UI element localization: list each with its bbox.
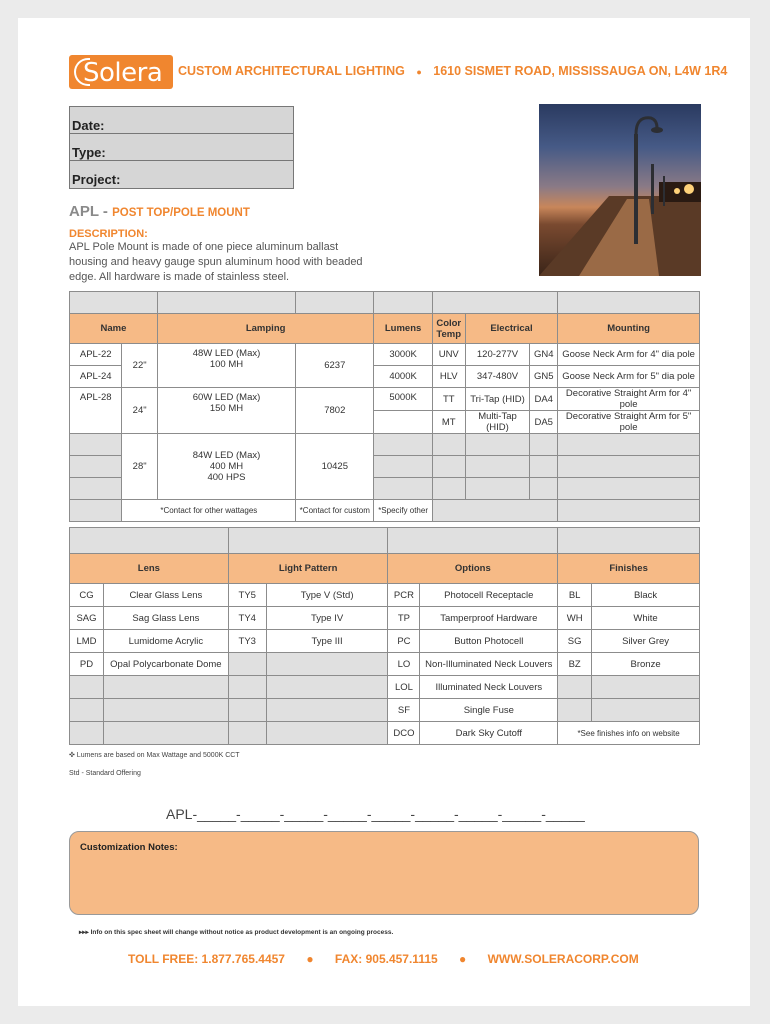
table-cell: White [592, 607, 700, 630]
table-cell: SF [388, 699, 420, 722]
header-tagline: CUSTOM ARCHITECTURAL LIGHTING [178, 64, 405, 78]
table-cell: 5000K [374, 388, 432, 411]
table-cell: 4000K [374, 366, 432, 388]
table-cell: 120-277V [465, 344, 530, 366]
table-cell: SAG [70, 607, 104, 630]
table-cell: PD [70, 653, 104, 676]
type-field[interactable] [70, 134, 293, 161]
order-code-template: APL-_____-_____-_____-_____-_____-_____-_____-_____-_____ [166, 806, 585, 822]
contact-bar [128, 952, 639, 966]
separator-dot: ● [306, 952, 314, 966]
table-cell: 7802 [296, 388, 374, 434]
col-header-light-pattern: Light Pattern [228, 554, 388, 584]
table-cell: 24" [122, 388, 157, 434]
table-cell: MT [432, 411, 465, 434]
table-cell: APL-28 [70, 388, 122, 434]
table-cell: LOL [388, 676, 420, 699]
table-cell: Photocell Receptacle [420, 584, 558, 607]
table-cell: LMD [70, 630, 104, 653]
color-temp-note: *Specify other [374, 500, 432, 522]
boardwalk-lamp-image [539, 104, 701, 276]
table-cell: TY5 [228, 584, 266, 607]
separator-dot: ● [459, 952, 467, 966]
table-cell: 22" [122, 344, 157, 388]
table-cell: TY3 [228, 630, 266, 653]
table-cell: Type V (Std) [266, 584, 388, 607]
type-label: Type: [72, 145, 106, 160]
table-cell: BL [558, 584, 592, 607]
lumens-note: *Contact for custom [296, 500, 374, 522]
table-cell: Type III [266, 630, 388, 653]
table-cell: Decorative Straight Arm for 4" pole [558, 388, 700, 411]
col-header-mounting: Mounting [558, 314, 700, 344]
customization-notes-box[interactable] [69, 831, 699, 915]
table-cell: 3000K [374, 344, 432, 366]
lamping-note: *Contact for other wattages [122, 500, 296, 522]
table-cell: Non-Illuminated Neck Louvers [420, 653, 558, 676]
fax: FAX: 905.457.1115 [334, 952, 438, 966]
table-cell: 60W LED (Max) 150 MH [157, 388, 295, 434]
col-header-electrical: Electrical [465, 314, 557, 344]
project-field[interactable] [70, 161, 293, 188]
table-cell: 28" [122, 434, 157, 500]
table-cell: LO [388, 653, 420, 676]
table-cell: 48W LED (Max) 100 MH [157, 344, 295, 388]
table-cell: UNV [432, 344, 465, 366]
toll-free: TOLL FREE: 1.877.765.4457 [128, 952, 285, 966]
table-cell: Sag Glass Lens [103, 607, 228, 630]
col-header-finishes: Finishes [558, 554, 700, 584]
table-cell: Illuminated Neck Louvers [420, 676, 558, 699]
table-cell: Tamperproof Hardware [420, 607, 558, 630]
table-cell: CG [70, 584, 104, 607]
table-cell: GN4 [530, 344, 558, 366]
table-cell: Clear Glass Lens [103, 584, 228, 607]
col-header-lumens: Lumens [374, 314, 432, 344]
table-cell: Single Fuse [420, 699, 558, 722]
product-title [69, 203, 250, 220]
date-field[interactable] [70, 107, 293, 134]
table-cell: Opal Polycarbonate Dome [103, 653, 228, 676]
customization-notes-label: Customization Notes: [80, 842, 178, 853]
table-cell: 347-480V [465, 366, 530, 388]
table-cell: Multi-Tap (HID) [465, 411, 530, 434]
table-cell: Decorative Straight Arm for 5" pole [558, 411, 700, 434]
finish-note: *See finishes info on website [558, 722, 700, 745]
col-header-lens: Lens [70, 554, 229, 584]
solera-logo [69, 55, 173, 89]
table-cell: Silver Grey [592, 630, 700, 653]
lumens-footnote: ✜ Lumens are based on Max Wattage and 5000K CCT [69, 752, 240, 759]
table-cell: 10425 [296, 434, 374, 500]
table-cell: PC [388, 630, 420, 653]
table-cell: Dark Sky Cutoff [420, 722, 558, 745]
col-header-color-temp: Color Temp [432, 314, 465, 344]
description-heading: DESCRIPTION: [69, 228, 148, 240]
table-cell: APL-22 [70, 344, 122, 366]
table-cell: WH [558, 607, 592, 630]
lamping-table [69, 291, 700, 522]
col-header-options: Options [388, 554, 558, 584]
description-text: APL Pole Mount is made of one piece aluminum ballast housing and heavy gauge spun aluminum hood with beaded edge. All hardware is made of stainless steel. [69, 241, 363, 283]
table-cell: TY4 [228, 607, 266, 630]
product-code: APL - [69, 203, 108, 220]
table-cell: Button Photocell [420, 630, 558, 653]
project-info-form [69, 106, 294, 189]
header-address: 1610 SISMET ROAD, MISSISSAUGA ON, L4W 1R4 [433, 64, 728, 78]
header-line [178, 64, 727, 78]
table-cell: BZ [558, 653, 592, 676]
website-link[interactable]: WWW.SOLERACORP.COM [487, 952, 639, 966]
table-cell: PCR [388, 584, 420, 607]
header-bullet: ● [416, 67, 422, 77]
table-cell: GN5 [530, 366, 558, 388]
col-header-lamping: Lamping [157, 314, 374, 344]
table-cell: Goose Neck Arm for 5" dia pole [558, 366, 700, 388]
table-cell: TT [432, 388, 465, 411]
table-cell: Black [592, 584, 700, 607]
logo-text: Solera [83, 58, 163, 88]
disclaimer: ▸▸▸ Info on this spec sheet will change without notice as product development is an ongoing process. [79, 929, 394, 936]
table-cell: Goose Neck Arm for 4" dia pole [558, 344, 700, 366]
table-cell: DA5 [530, 411, 558, 434]
table-cell: Type IV [266, 607, 388, 630]
options-table [69, 527, 700, 745]
table-cell: APL-24 [70, 366, 122, 388]
std-footnote: Std - Standard Offering [69, 770, 141, 777]
table-cell: Lumidome Acrylic [103, 630, 228, 653]
date-label: Date: [72, 118, 105, 133]
product-photo [539, 104, 701, 276]
table-cell: 6237 [296, 344, 374, 388]
table-cell: SG [558, 630, 592, 653]
table-cell: 84W LED (Max) 400 MH 400 HPS [157, 434, 295, 500]
col-header-name: Name [70, 314, 158, 344]
table-cell: HLV [432, 366, 465, 388]
product-name: POST TOP/POLE MOUNT [112, 207, 250, 219]
table-cell: Bronze [592, 653, 700, 676]
project-label: Project: [72, 172, 121, 187]
table-cell: DCO [388, 722, 420, 745]
table-cell: Tri-Tap (HID) [465, 388, 530, 411]
table-cell: DA4 [530, 388, 558, 411]
table-cell: TP [388, 607, 420, 630]
